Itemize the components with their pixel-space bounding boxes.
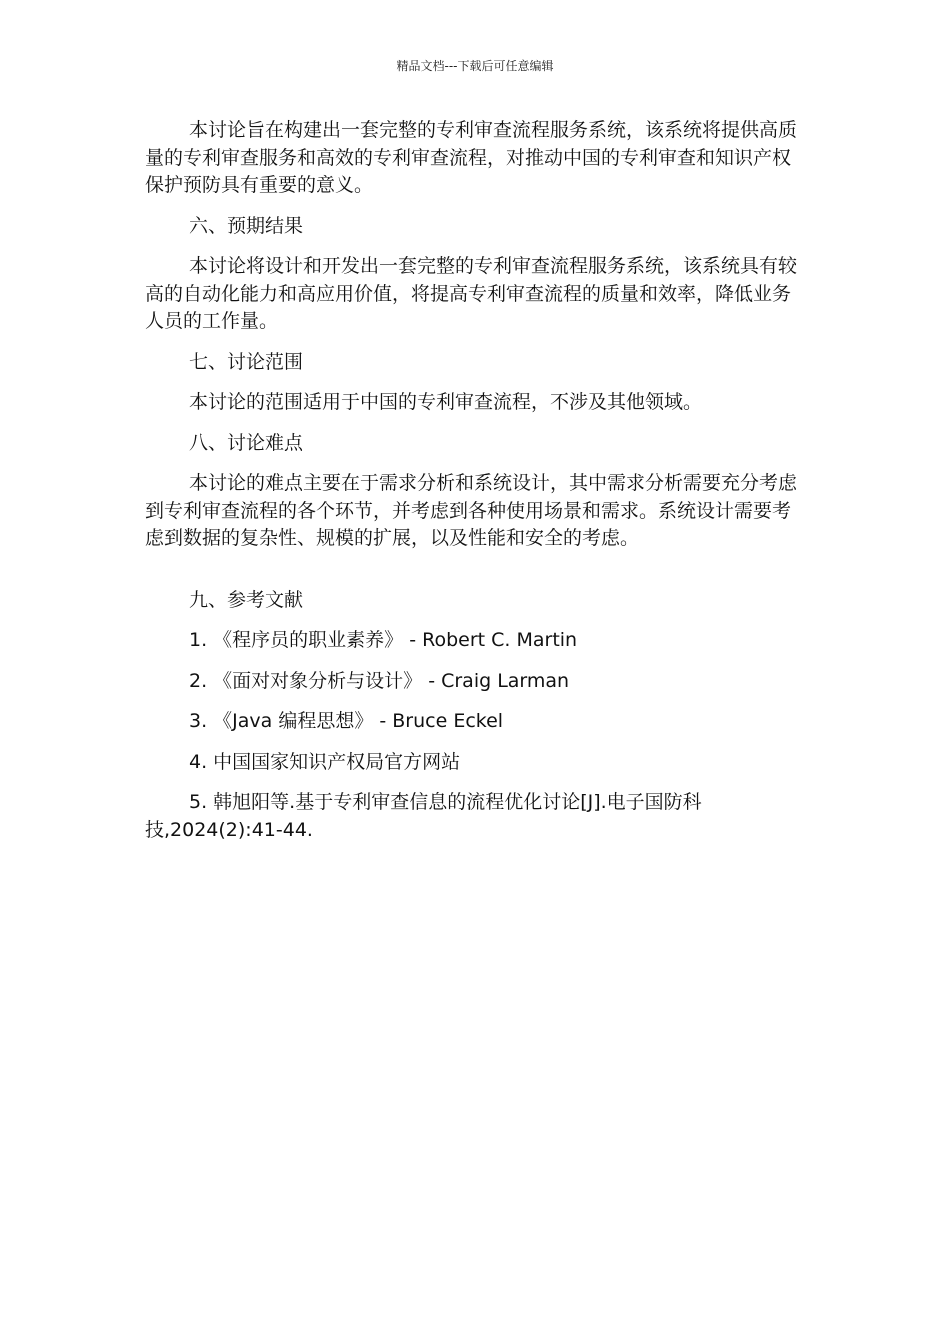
reference-item: 5. 韩旭阳等.基于专利审查信息的流程优化讨论[J].电子国防科技,2024(2):41-44.: [145, 791, 702, 841]
section-heading-expected-results: 六、预期结果: [189, 214, 304, 237]
reference-item: 4. 中国国家知识产权局官方网站: [189, 750, 461, 773]
document-body: [145, 117, 805, 844]
paragraph-scope: 本讨论的范围适用于中国的专利审查流程，不涉及其他领域。: [189, 391, 703, 413]
reference-item: 2. 《面对对象分析与设计》 - Craig Larman: [189, 669, 570, 692]
page-header: 精品文档---下载后可任意编辑: [396, 59, 554, 73]
reference-item: 3. 《Java 编程思想》 - Bruce Eckel: [189, 710, 504, 732]
paragraph-difficulties: 本讨论的难点主要在于需求分析和系统设计，其中需求分析需要充分考虑到专利审查流程的各个环节，并考虑到各种使用场景和需求。系统设计需要考虑到数据的复杂性、规模的扩展，以及性能和安全的考虑。: [145, 472, 798, 549]
section-heading-difficulties: 八、讨论难点: [189, 431, 304, 454]
paragraph-intro: 本讨论旨在构建出一套完整的专利审查流程服务系统，该系统将提供高质量的专利审查服务和高效的专利审查流程，对推动中国的专利审查和知识产权保护预防具有重要的意义。: [145, 119, 798, 196]
paragraph-expected-results: 本讨论将设计和开发出一套完整的专利审查流程服务系统，该系统具有较高的自动化能力和高应用价值，将提高专利审查流程的质量和效率，降低业务人员的工作量。: [145, 255, 798, 332]
section-heading-references: 九、参考文献: [189, 588, 304, 611]
reference-item: 1. 《程序员的职业素养》 - Robert C. Martin: [189, 629, 578, 651]
section-heading-scope: 七、讨论范围: [189, 350, 304, 373]
